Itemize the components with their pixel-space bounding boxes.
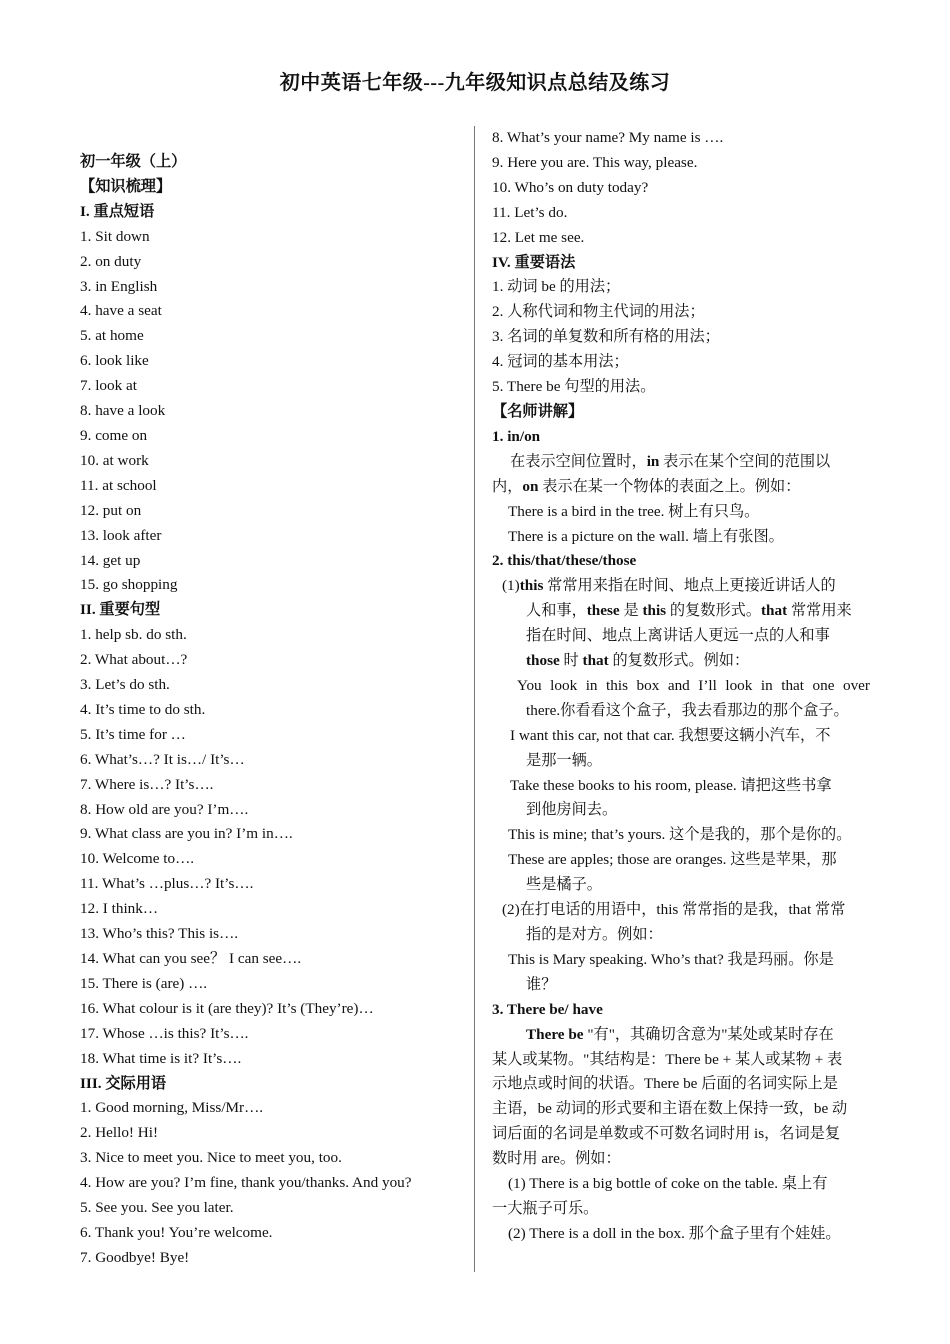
list-item: 16. What colour is it (are they)? It’s (They’re)… [80, 999, 374, 1017]
text-span: 常常用来指在时间、地点上更接近讲话人的 [543, 577, 836, 595]
list-item: 5. at home [80, 327, 144, 345]
page-title: 初中英语七年级---九年级知识点总结及练习 [279, 72, 671, 94]
list-item: 15. There is (are) …. [80, 974, 208, 992]
list-item: 1. help sb. do sth. [80, 626, 187, 644]
paragraph-line: 指的是对方。例如： [526, 926, 663, 943]
list-item: 6. What’s…? It is…/ It’s… [80, 750, 245, 768]
left-column [80, 150, 460, 1271]
example-line: there.你看看这个盒子，我去看那边的那个盒子。 [526, 701, 849, 719]
list-item: 4. 冠词的基本用法； [492, 353, 629, 371]
list-item: 7. look at [80, 377, 137, 395]
keyword: There be [526, 1025, 584, 1043]
list-item: 11. What’s …plus…? It’s…. [80, 875, 254, 893]
list-item: 2. Hello! Hi! [80, 1124, 159, 1142]
list-item: 1. Sit down [80, 227, 150, 245]
list-item: 9. What class are you in? I’m in…. [80, 825, 293, 843]
example-line: 些是橘子。 [526, 876, 602, 894]
list-item: 3. in English [80, 277, 158, 295]
list-item: 4. It’s time to do sth. [80, 700, 206, 718]
example-line: There is a picture on the wall. 墙上有张图。 [508, 527, 784, 545]
grammar-heading: IV. 重要语法 [492, 253, 576, 271]
example-line: (1) There is a big bottle of coke on the table. 桌上有 [508, 1175, 828, 1193]
list-item: 3. 名词的单复数和所有格的用法； [492, 328, 720, 346]
sentences-list [80, 623, 460, 1071]
list-item: 4. have a seat [80, 302, 162, 320]
list-item: 3. Let’s do sth. [80, 676, 170, 694]
text-span: 的复数形式。 [666, 602, 761, 620]
list-item: 5. It’s time for … [80, 725, 186, 743]
text-span: 人和事， [526, 602, 587, 620]
keyword: those [526, 652, 560, 670]
list-item: 12. Let me see. [492, 228, 585, 246]
list-item: 2. What about…? [80, 651, 188, 669]
example-line: 一大瓶子可乐。 [492, 1199, 599, 1217]
list-item: 2. on duty [80, 252, 142, 270]
paragraph-line: 词后面的名词是单数或不可数名词时用 is，名词是复 [492, 1125, 841, 1143]
teacher-heading: 【名师讲解】 [492, 402, 584, 420]
list-item: 5. See you. See you later. [80, 1199, 234, 1217]
example-line: Take these books to his room, please. 请把这些书拿 [510, 776, 832, 794]
example-line: 到他房间去。 [526, 801, 618, 819]
in-on-heading: 1. in/on [492, 427, 541, 445]
text-span: 时 [559, 652, 583, 670]
list-item: 12. I think… [80, 900, 159, 918]
list-item: 7. Where is…? It’s…. [80, 775, 214, 793]
column-divider [474, 126, 475, 1272]
list-item: 18. What time is it? It’s…. [80, 1049, 242, 1067]
knowledge-heading: 【知识梳理】 [80, 177, 172, 195]
text-span: 的复数形式。例如： [608, 652, 750, 670]
text-span: 内， [492, 477, 523, 495]
keyword: this [519, 577, 544, 595]
list-item: 14. get up [80, 551, 141, 569]
paragraph-line [492, 599, 877, 624]
list-item: 1. 动词 be 的用法； [492, 278, 621, 296]
communication-list-continued [492, 126, 877, 251]
paragraph-line: 指在时间、地点上离讲话人更远一点的人和事 [526, 627, 830, 645]
list-item: 2. 人称代词和物主代词的用法； [492, 303, 705, 321]
this-that-heading: 2. this/that/these/those [492, 552, 637, 570]
list-item: 10. at work [80, 451, 149, 469]
keyword: that [761, 602, 788, 620]
example-line: This is Mary speaking. Who’s that? 我是玛丽。你是 [508, 950, 834, 968]
list-item: 6. look like [80, 352, 149, 370]
list-item: 8. How old are you? I’m…. [80, 800, 249, 818]
list-item: 8. have a look [80, 402, 166, 420]
phrases-list [80, 225, 460, 599]
list-item: 8. What’s your name? My name is …. [492, 129, 724, 146]
keyword: this [642, 602, 667, 620]
text-span: 在表示空间位置时， [510, 452, 647, 470]
paragraph-line [492, 1023, 877, 1048]
communication-list [80, 1096, 460, 1270]
keyword: on [522, 477, 539, 495]
example-line: This is mine; that’s yours. 这个是我的，那个是你的。 [508, 826, 852, 844]
list-item: 3. Nice to meet you. Nice to meet you, too. [80, 1149, 342, 1167]
paragraph-line: 某人或某物。"其结构是：There be + 某人或某物 + 表 [492, 1050, 843, 1068]
list-item: 5. There be 句型的用法。 [492, 378, 656, 396]
list-item: 17. Whose …is this? It’s…. [80, 1024, 249, 1042]
paragraph-line: (2)在打电话的用语中，this 常常指的是我，that 常常 [502, 901, 846, 919]
paragraph-line: 示地点或时间的状语。There be 后面的名词实际上是 [492, 1075, 838, 1093]
list-item: 12. put on [80, 501, 142, 519]
sentences-heading: II. 重要句型 [80, 601, 161, 619]
there-be-heading: 3. There be/ have [492, 1000, 603, 1018]
list-item: 15. go shopping [80, 576, 178, 594]
text-span: (1) [502, 577, 520, 595]
communication-heading: III. 交际用语 [80, 1074, 167, 1092]
paragraph-line [492, 649, 877, 674]
paragraph-line: 主语，be 动词的形式要和主语在数上保持一致，be 动 [492, 1100, 848, 1118]
paragraph-line [492, 574, 877, 599]
list-item: 11. Let’s do. [492, 203, 568, 221]
list-item: 1. Good morning, Miss/Mr…. [80, 1099, 264, 1117]
list-item: 4. How are you? I’m fine, thank you/thanks. And you? [80, 1174, 412, 1192]
text-span: 表示在某一个物体的表面之上。例如： [538, 477, 801, 495]
list-item: 10. Who’s on duty today? [492, 178, 649, 196]
text-span: 常常用来 [787, 602, 852, 620]
example-line: You look in this box and I’ll look in that one over [517, 676, 870, 694]
example-line: These are apples; those are oranges. 这些是苹果，那 [508, 851, 837, 869]
keyword: these [586, 602, 620, 620]
example-line: There is a bird in the tree. 树上有只鸟。 [508, 502, 760, 520]
example-line: 是那一辆。 [526, 751, 602, 769]
list-item: 14. What can you see？ I can see…. [80, 950, 302, 967]
text-span: 是 [619, 602, 643, 620]
list-item: 13. Who’s this? This is…. [80, 925, 239, 943]
list-item: 7. Goodbye! Bye! [80, 1248, 190, 1266]
keyword: that [582, 652, 609, 670]
example-line: (2) There is a doll in the box. 那个盒子里有个娃娃。 [508, 1224, 841, 1242]
grade-heading: 初一年级（上） [80, 153, 187, 170]
list-item: 11. at school [80, 476, 157, 494]
list-item: 13. look after [80, 526, 162, 544]
example-line: I want this car, not that car. 我想要这辆小汽车，不 [510, 726, 831, 744]
text-span: 表示在某个空间的范围以 [659, 452, 831, 470]
paragraph-line [492, 450, 877, 475]
list-item: 6. Thank you! You’re welcome. [80, 1223, 273, 1241]
list-item: 9. Here you are. This way, please. [492, 153, 698, 171]
right-column [492, 126, 877, 1247]
paragraph-line: 数时用 are。例如： [492, 1150, 621, 1168]
list-item: 10. Welcome to…. [80, 850, 195, 868]
list-item: 9. come on [80, 426, 148, 444]
paragraph-line [492, 475, 877, 500]
example-line: 谁？ [526, 975, 557, 993]
phrases-heading: I. 重点短语 [80, 202, 155, 220]
grammar-list [492, 275, 877, 400]
keyword: in [646, 452, 660, 470]
text-span: "有"，其确切含意为"某处或某时存在 [583, 1025, 834, 1043]
